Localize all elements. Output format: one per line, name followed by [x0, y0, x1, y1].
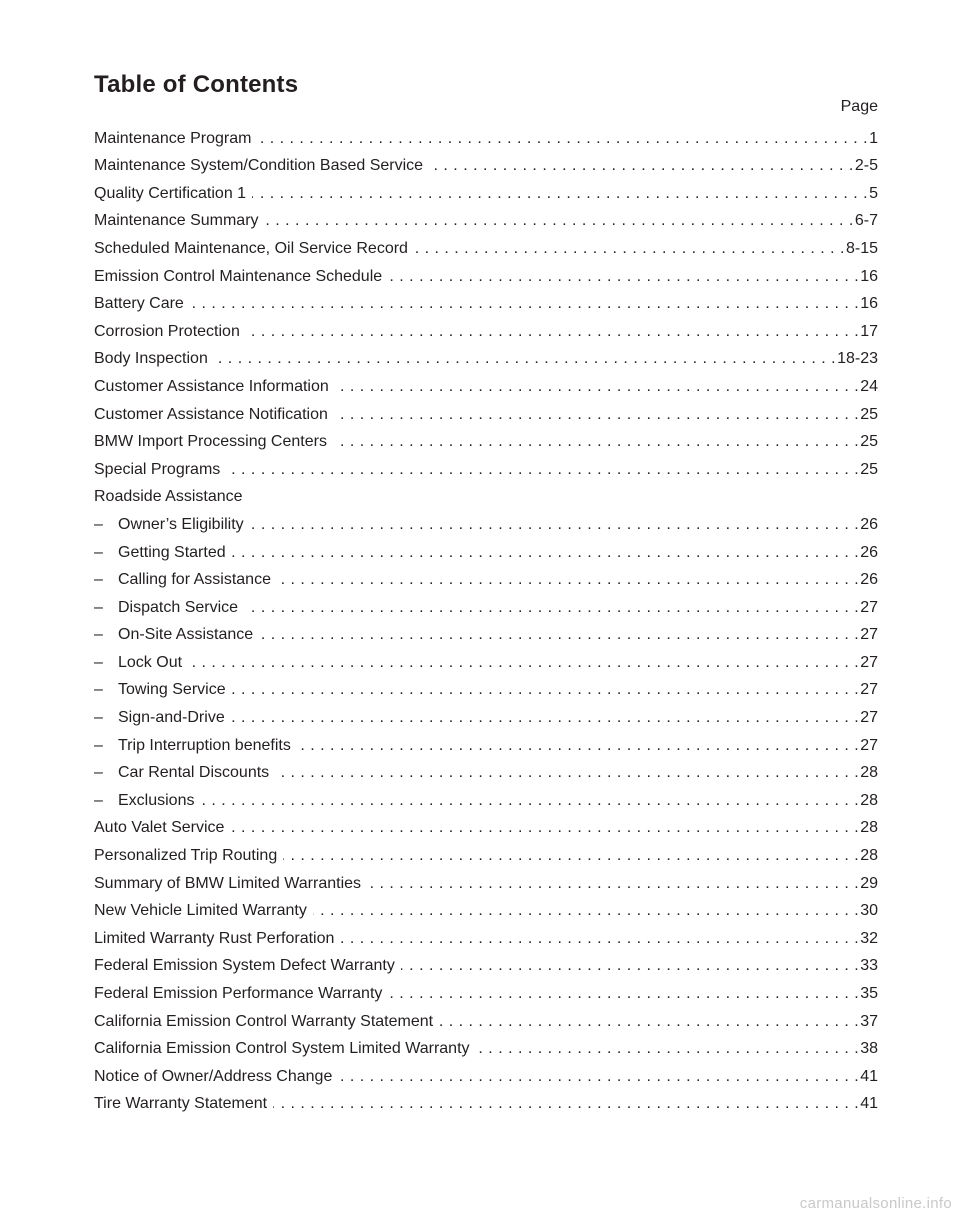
toc-entry[interactable]	[94, 149, 878, 177]
toc-entry-text: Maintenance Program	[94, 129, 252, 147]
toc-entry-page: 25	[860, 433, 878, 451]
toc-entry-text: Federal Emission System Defect Warranty	[94, 957, 395, 975]
toc-entry[interactable]	[94, 866, 878, 894]
sub-entry-dash: –	[94, 571, 103, 589]
toc-entry-label	[94, 294, 190, 314]
toc-entry-label	[94, 349, 214, 369]
toc-entry-page: 25	[860, 405, 878, 423]
toc-entry-text: Maintenance System/Condition Based Service	[94, 157, 424, 175]
toc-entry-page: 26	[860, 543, 878, 561]
toc-entry-page: 32	[860, 929, 878, 947]
toc-entry-label	[94, 515, 250, 535]
toc-entry[interactable]	[94, 452, 878, 480]
toc-entry-page: 28	[860, 791, 878, 809]
page-column-label: Page	[840, 98, 878, 115]
toc-entry-label	[94, 129, 257, 149]
toc-entry-label	[94, 929, 340, 949]
toc-entry-text: Maintenance Summary	[94, 212, 259, 230]
toc-entry-text: Customer Assistance Notification	[94, 405, 328, 423]
toc-entry-page: 28	[860, 847, 878, 865]
dot-leader	[214, 349, 836, 369]
toc-entry[interactable]	[94, 535, 878, 563]
dot-leader	[275, 763, 859, 783]
toc-entry-text: Emission Control Maintenance Schedule	[94, 267, 383, 285]
toc-entry[interactable]	[94, 204, 878, 232]
toc-entry-label	[94, 956, 401, 976]
dot-leader	[313, 901, 859, 921]
toc-entry-label	[94, 570, 277, 590]
toc-entry-page: 27	[860, 626, 878, 644]
toc-entry[interactable]	[94, 783, 878, 811]
toc-entry[interactable]	[94, 590, 878, 618]
toc-entry-text: Auto Valet Service	[94, 819, 225, 837]
sub-entry-dash: –	[94, 598, 103, 616]
toc-entry[interactable]	[94, 397, 878, 425]
toc-entry[interactable]	[94, 121, 878, 149]
toc-entry-text: Car Rental Discounts	[118, 764, 270, 782]
toc-entry-text: California Emission Control Warranty Statement	[94, 1012, 434, 1030]
toc-entry-page: 29	[860, 874, 878, 892]
sub-entry-dash: –	[94, 515, 103, 533]
toc-entry-label	[94, 1012, 439, 1032]
toc-entry-page: 27	[860, 598, 878, 616]
dot-leader	[257, 129, 868, 149]
toc-entry[interactable]	[94, 811, 878, 839]
dot-leader	[232, 680, 860, 700]
toc-entry-page: 16	[860, 295, 878, 313]
toc-entry[interactable]	[94, 507, 878, 535]
toc-entry-text: Body Inspection	[94, 350, 208, 368]
toc-entry-label	[94, 736, 297, 756]
toc-entry-text: Towing Service	[118, 681, 226, 699]
dot-leader	[334, 405, 859, 425]
toc-entry-text: New Vehicle Limited Warranty	[94, 902, 307, 920]
toc-entry-text: Scheduled Maintenance, Oil Service Record	[94, 239, 408, 257]
toc-entry-page: 25	[860, 460, 878, 478]
toc-page	[94, 70, 878, 1114]
toc-entry[interactable]	[94, 1004, 878, 1032]
sub-entry-dash: –	[94, 543, 103, 561]
dot-leader	[259, 625, 859, 645]
toc-entry[interactable]	[94, 756, 878, 784]
toc-entry-text: Roadside Assistance	[94, 488, 243, 506]
toc-entry-text: On-Site Assistance	[118, 626, 254, 644]
sub-entry-dash: –	[94, 736, 103, 754]
toc-entry[interactable]	[94, 618, 878, 646]
toc-entry-page: 2-5	[854, 157, 878, 175]
toc-entry[interactable]	[94, 231, 878, 259]
toc-entry-page: 30	[860, 902, 878, 920]
dot-leader	[283, 846, 859, 866]
dot-leader	[265, 211, 854, 231]
dot-leader	[429, 156, 854, 176]
dot-leader	[333, 432, 859, 452]
dot-leader	[200, 791, 859, 811]
toc-entry-label	[94, 543, 232, 563]
toc-entry[interactable]	[94, 369, 878, 397]
toc-entry-page: 35	[860, 985, 878, 1002]
toc-entry-label	[94, 625, 259, 645]
toc-entry-text: Dispatch Service	[118, 598, 239, 616]
sub-entry-dash: –	[94, 653, 103, 671]
toc-entry-label	[94, 846, 283, 866]
dot-leader	[230, 818, 859, 838]
toc-entry-label	[94, 322, 246, 342]
toc-entry[interactable]	[94, 425, 878, 453]
toc-entry-label	[94, 708, 231, 728]
toc-entry[interactable]	[94, 563, 878, 591]
toc-entry-label	[94, 377, 335, 397]
toc-entry-label	[94, 791, 200, 811]
toc-entry-text: Limited Warranty Rust Perforation	[94, 929, 335, 947]
toc-entry-text: Corrosion Protection	[94, 322, 240, 340]
sub-entry-dash: –	[94, 681, 103, 699]
toc-entry-label	[94, 874, 367, 894]
sub-entry-dash: –	[94, 626, 103, 644]
toc-entry-text: Summary of BMW Limited Warranties	[94, 874, 362, 892]
dot-leader	[340, 929, 859, 949]
toc-entry-text: Lock Out	[118, 653, 183, 671]
toc-entry[interactable]	[94, 894, 878, 922]
dot-leader	[273, 1094, 859, 1114]
toc-entry-label	[94, 267, 388, 287]
toc-entry-text: Getting Started	[118, 543, 226, 561]
toc-entry-page: 17	[860, 322, 878, 340]
dot-leader	[190, 294, 859, 314]
dot-leader	[250, 515, 860, 535]
dot-leader	[231, 708, 859, 728]
toc-entry-text: California Emission Control System Limited Warranty	[94, 1040, 470, 1058]
toc-entry-page: 41	[860, 1095, 878, 1113]
dot-leader	[414, 239, 845, 259]
toc-entry-label	[94, 763, 275, 783]
dot-leader	[232, 543, 860, 563]
toc-entry-text: BMW Import Processing Centers	[94, 433, 327, 451]
toc-entry[interactable]	[94, 342, 878, 370]
toc-entry[interactable]	[94, 259, 878, 287]
toc-entry[interactable]	[94, 1032, 878, 1060]
toc-entry-label	[94, 598, 244, 618]
toc-entry-text: Special Programs	[94, 460, 221, 478]
toc-entry-label	[94, 1067, 338, 1087]
toc-entry[interactable]	[94, 838, 878, 866]
toc-entry-text: Personalized Trip Routing	[94, 847, 278, 865]
page-title: Table of Contents	[94, 71, 299, 98]
toc-entry-page: 6-7	[854, 212, 878, 230]
toc-entry-page: 8-15	[845, 239, 878, 257]
toc-entry[interactable]	[94, 949, 878, 977]
dot-leader	[335, 377, 859, 397]
toc-entry-page: 27	[860, 681, 878, 699]
sub-entry-dash: –	[94, 709, 103, 727]
toc-entry-label	[94, 156, 429, 176]
toc-entry-page: 38	[860, 1040, 878, 1058]
toc-entry-page: 16	[860, 267, 878, 285]
toc-entry-page: 26	[860, 571, 878, 589]
toc-entry-page: 1	[869, 129, 878, 147]
toc-entry-text: Customer Assistance Information	[94, 377, 329, 395]
dot-leader	[388, 267, 859, 287]
toc-entry[interactable]	[94, 976, 878, 1004]
toc-entry-label	[94, 818, 230, 838]
toc-entry-text: Exclusions	[118, 791, 195, 809]
dot-leader	[188, 653, 859, 673]
toc-entry-page: 28	[860, 764, 878, 782]
dot-leader	[367, 874, 859, 894]
dot-leader	[439, 1012, 859, 1032]
toc-entry-label	[94, 432, 333, 452]
toc-entry-text: Tire Warranty Statement	[94, 1095, 268, 1113]
dot-leader	[297, 736, 859, 756]
dot-leader	[246, 322, 859, 342]
toc-entry-page: 5	[869, 184, 878, 202]
toc-entry-label	[94, 487, 249, 507]
toc-entry-text: Calling for Assistance	[118, 571, 271, 589]
toc-entry[interactable]	[94, 314, 878, 342]
toc-entry-text: Federal Emission Performance Warranty	[94, 985, 383, 1002]
toc-entry-label	[94, 1039, 476, 1059]
toc-entry-page: 18-23	[837, 350, 878, 368]
toc-entry-label	[94, 680, 232, 700]
toc-entry[interactable]	[94, 728, 878, 756]
toc-entry-label	[94, 405, 334, 425]
toc-entry-label	[94, 211, 265, 231]
toc-entry-page: 41	[860, 1067, 878, 1085]
watermark: carmanualsonline.info	[799, 1195, 952, 1212]
toc-entry-label	[94, 184, 252, 204]
toc-entry-page: 24	[860, 377, 878, 395]
toc-entry-page: 27	[860, 736, 878, 754]
toc-entry[interactable]	[94, 287, 878, 315]
toc-entry[interactable]	[94, 480, 878, 508]
dot-leader	[388, 984, 859, 1004]
toc-entry-page: 37	[860, 1012, 878, 1030]
toc-entry-label	[94, 984, 388, 1004]
toc-entry-page: 27	[860, 709, 878, 727]
dot-leader	[226, 460, 859, 480]
toc-entry-text: Notice of Owner/Address Change	[94, 1067, 333, 1085]
toc-entry-label	[94, 460, 226, 480]
toc-entry[interactable]	[94, 921, 878, 949]
dot-leader	[244, 598, 859, 618]
toc-entry-label	[94, 1094, 273, 1114]
toc-entry[interactable]	[94, 1087, 878, 1115]
toc-entry-page: 28	[860, 819, 878, 837]
toc-entry[interactable]	[94, 700, 878, 728]
toc-list	[94, 121, 878, 1114]
toc-entry-text: Battery Care	[94, 295, 184, 313]
dot-leader	[401, 956, 859, 976]
dot-leader	[338, 1067, 859, 1087]
toc-entry-text: Trip Interruption benefits	[118, 736, 291, 754]
dot-leader	[252, 184, 868, 204]
toc-entry-label	[94, 901, 313, 921]
dot-leader	[277, 570, 859, 590]
toc-entry[interactable]	[94, 176, 878, 204]
toc-entry-label	[94, 653, 188, 673]
toc-entry-page: 27	[860, 653, 878, 671]
sub-entry-dash: –	[94, 791, 103, 809]
toc-entry-text: Owner’s Eligibility	[118, 515, 244, 533]
toc-entry-page: 26	[860, 515, 878, 533]
dot-leader	[476, 1039, 860, 1059]
toc-entry[interactable]	[94, 673, 878, 701]
toc-entry[interactable]	[94, 645, 878, 673]
toc-entry-label	[94, 239, 414, 259]
sub-entry-dash: –	[94, 764, 103, 782]
toc-entry-text: Quality Certification 1	[94, 184, 247, 202]
toc-entry-text: Sign-and-Drive	[118, 709, 225, 727]
toc-entry[interactable]	[94, 1059, 878, 1087]
toc-entry-page: 33	[860, 957, 878, 975]
